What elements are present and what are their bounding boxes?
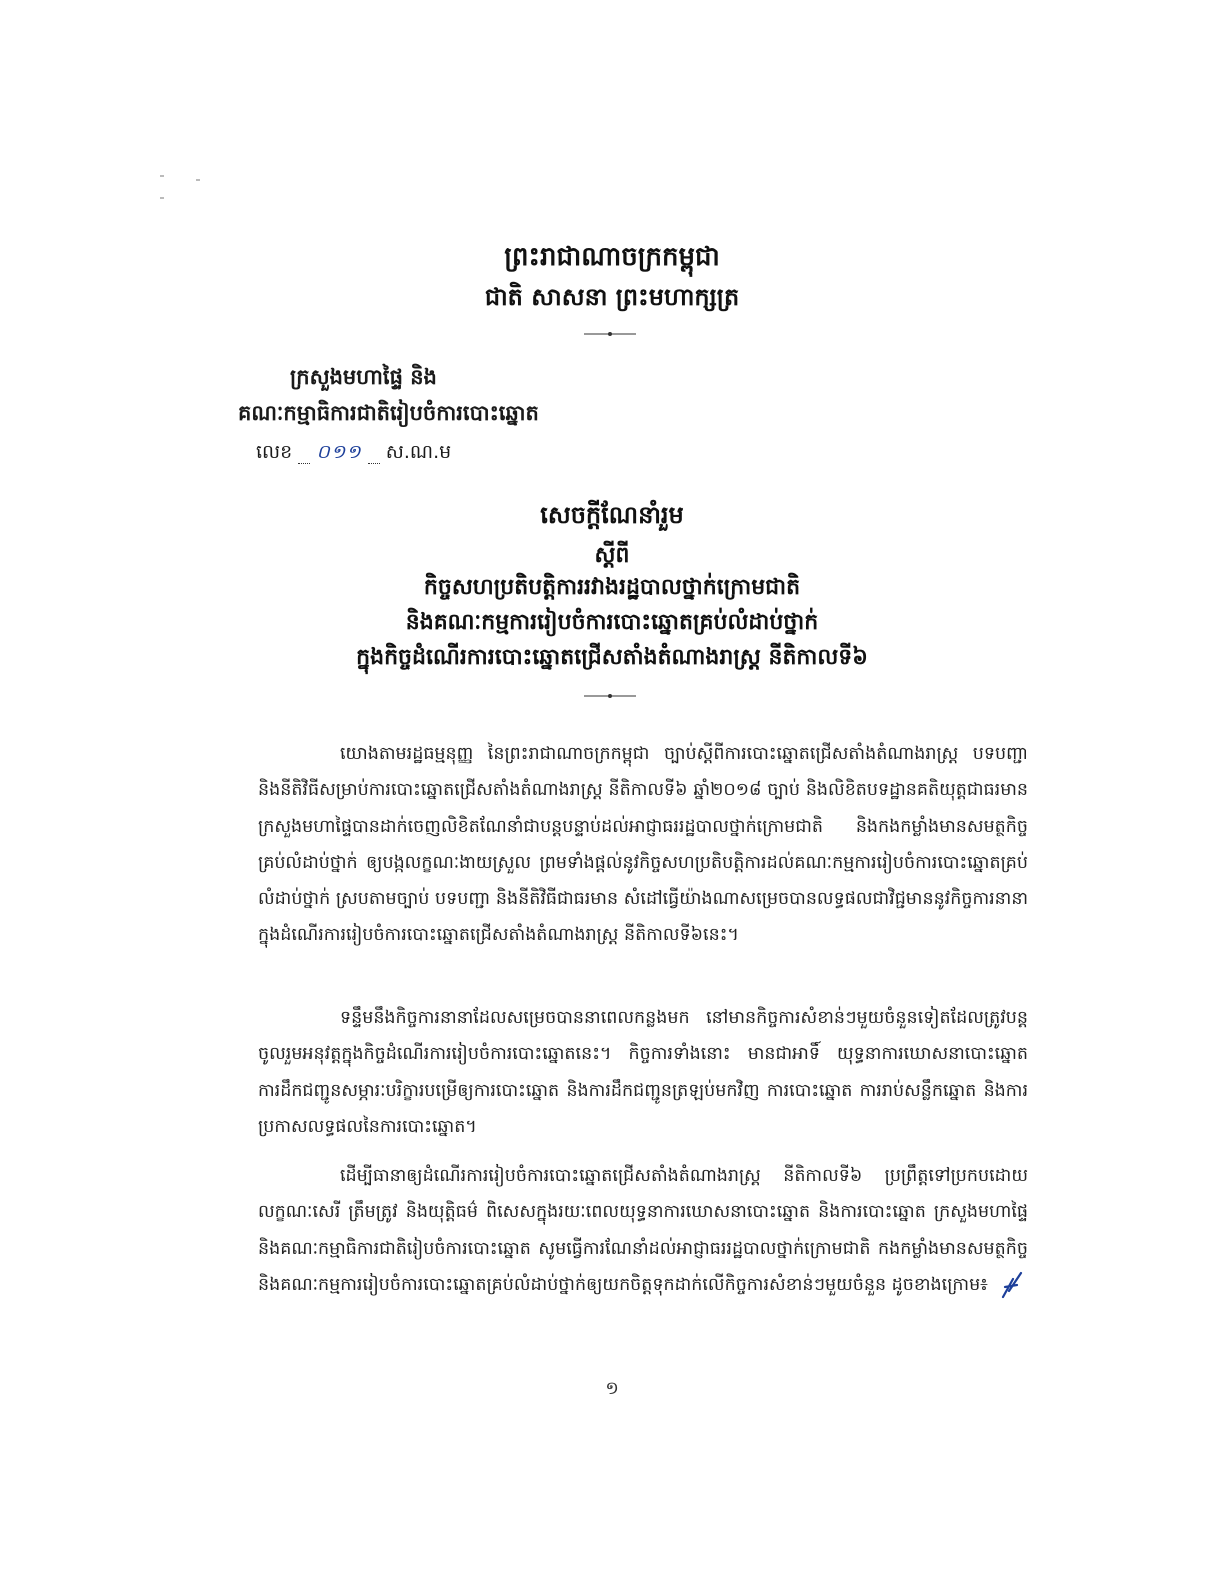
ref-suffix: ស.ណ.ម [385, 441, 452, 463]
body-paragraph-2: ទន្ទឹមនឹងកិច្ចការនានាដែលសម្រេចបាននាពេលកន្លងមក នៅមានកិច្ចការសំខាន់ៗមួយចំនួនទៀតដែលត្រូវបន្តចូលរួមអនុវត្តក្នុងកិច្ចដំណើរការរៀបចំការបោះឆ្នោតនេះ។ កិច្ចការទាំងនោះ មានជាអាទិ៍ យុទ្ធនាការឃោសនាបោះឆ្នោត ការដឹកជញ្ជូនសម្ភារៈបរិក្ខារបម្រើឲ្យការបោះឆ្នោត និងការដឹកជញ្ជូនត្រឡប់មកវិញ ការបោះឆ្នោត ការរាប់សន្លឹកឆ្នោត និងការប្រកាសលទ្ធផលនៃការបោះឆ្នោត។ [258, 1008, 1028, 1137]
committee-name: គណៈកម្មាធិការជាតិរៀបចំការបោះឆ្នោត [238, 401, 539, 425]
body-paragraph-3-text: ដើម្បីធានាឲ្យដំណើរការរៀបចំការបោះឆ្នោតជ្រើសតាំងតំណាងរាស្ត្រ នីតិកាលទី៦ ប្រព្រឹត្តទៅប្រកបដោយលក្ខណៈសេរី ត្រឹមត្រូវ និងយុត្តិធម៌ ពិសេសក្នុងរយៈពេលយុទ្ធនាការឃោសនាបោះឆ្នោត និងការបោះឆ្នោត ក្រសួងមហាផ្ទៃ និងគណៈកម្មាធិការជាតិរៀបចំការបោះឆ្នោត សូមធ្វើការណែនាំដល់អាជ្ញាធររដ្ឋបាលថ្នាក់ក្រោមជាតិ កងកម្លាំងមានសមត្ថកិច្ច និងគណៈកម្មការរៀបចំការបោះឆ្នោតគ្រប់លំដាប់ថ្នាក់ឲ្យយកចិត្តទុកដាក់លើកិច្ចការសំខាន់ៗមួយចំនួន ដូចខាងក្រោម៖ [258, 1166, 1028, 1295]
initial-mark-icon [999, 1271, 1023, 1299]
document-title: សេចក្តីណែនាំរួម [540, 501, 684, 529]
ornament-divider-icon [580, 692, 640, 700]
ref-dots-left [298, 441, 310, 464]
ornament-divider-icon [580, 330, 640, 338]
ref-prefix: លេខ [256, 441, 293, 463]
body-paragraph-1: យោងតាមរដ្ឋធម្មនុញ្ញ នៃព្រះរាជាណាចក្រកម្ពុជា ច្បាប់ស្តីពីការបោះឆ្នោតជ្រើសតាំងតំណាងរាស្ត្រ បទបញ្ជា និងនីតិវិធីសម្រាប់ការបោះឆ្នោតជ្រើសតាំងតំណាងរាស្ត្រ នីតិកាលទី៦ ឆ្នាំ២០១៨ ច្បាប់ និងលិខិតបទដ្ឋានគតិយុត្តជាធរមាន ក្រសួងមហាផ្ទៃបានដាក់ចេញលិខិតណែនាំជាបន្តបន្ទាប់ដល់អាជ្ញាធររដ្ឋបាលថ្នាក់ក្រោមជាតិ និងកងកម្លាំងមានសមត្ថកិច្ចគ្រប់លំដាប់ថ្នាក់ ឲ្យបង្កលក្ខណៈងាយស្រួល ព្រមទាំងផ្តល់នូវកិច្ចសហប្រតិបត្តិការដល់គណៈកម្មការរៀបចំការបោះឆ្នោតគ្រប់លំដាប់ថ្នាក់ ស្របតាមច្បាប់ បទបញ្ជា និងនីតិវិធីជាធរមាន សំដៅធ្វើយ៉ាងណាសម្រេចបានលទ្ធផលជាវិជ្ជមាននូវកិច្ចការនានាក្នុងដំណើរការរៀបចំការបោះឆ្នោតជ្រើសតាំងតំណាងរាស្ត្រ នីតិកាលទី៦នេះ។ [258, 744, 1028, 946]
title-subject-line-3: ក្នុងកិច្ចដំណើរការបោះឆ្នោតជ្រើសតាំងតំណាងរាស្ត្រ នីតិកាលទី៦ [356, 645, 868, 670]
ref-number: ០១១ [316, 441, 362, 463]
national-motto: ជាតិ សាសនា ព្រះមហាក្សត្រ [484, 283, 740, 311]
scan-specks [160, 175, 220, 215]
kingdom-heading: ព្រះរាជាណាចក្រកម្ពុជា [504, 242, 720, 272]
ministry-name: ក្រសួងមហាផ្ទៃ និង [290, 365, 437, 389]
title-subject-line-2: និងគណៈកម្មការរៀបចំការបោះឆ្នោតគ្រប់លំដាប់ថ្នាក់ [405, 610, 819, 635]
ref-dots-mid [368, 441, 380, 464]
page-number: ១ [605, 1378, 619, 1399]
body-paragraph-3 [258, 1158, 1028, 1303]
title-subject-line-1: កិច្ចសហប្រតិបត្តិការរវាងរដ្ឋបាលថ្នាក់ក្រោមជាតិ [423, 575, 801, 600]
reference-number [256, 440, 451, 468]
title-about: ស្តីពី [594, 543, 630, 568]
